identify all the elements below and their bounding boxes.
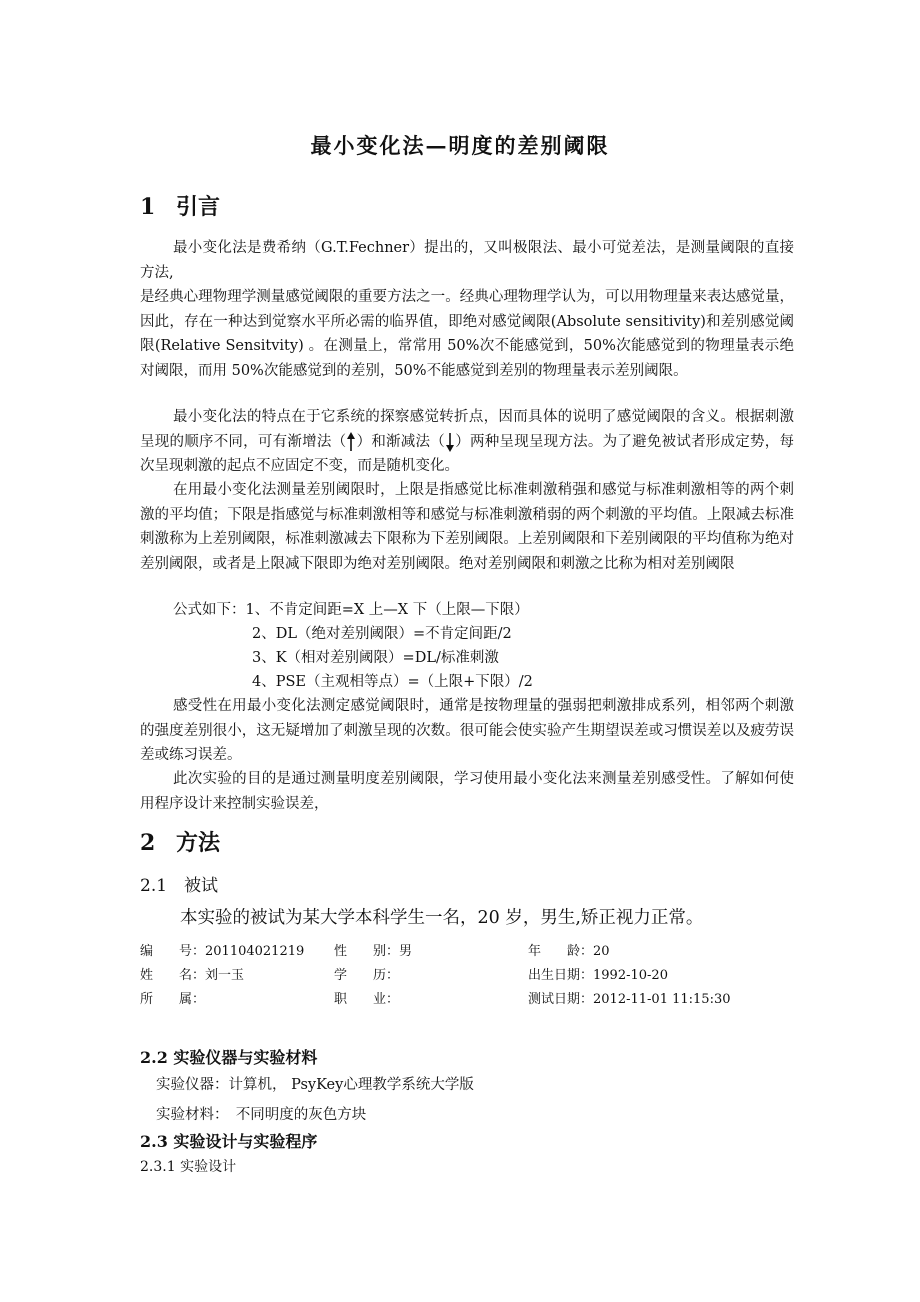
info-label: 职 业： xyxy=(334,992,400,1007)
info-label: 测试日期： xyxy=(528,992,594,1007)
info-value: 男 xyxy=(399,944,413,959)
info-value: 1992-10-20 xyxy=(593,968,668,983)
paragraph-text: 最小变化法的特点在于它系统的探察感觉转折点，因而具体的说明了感觉阈限的含义。根据刺激呈现的顺序不同，可有渐增法（ xyxy=(140,409,794,450)
section-number: 2 xyxy=(140,830,156,856)
material-line: 实验材料： 不同明度的灰色方块 xyxy=(156,1107,367,1123)
section-label: 方法 xyxy=(176,830,221,856)
paragraph-text: ）和渐减法（ xyxy=(356,433,446,450)
info-sex xyxy=(334,940,412,959)
subsection-2-3-1-heading: 2.3.1 实验设计 xyxy=(140,1159,237,1175)
info-occupation xyxy=(334,988,399,1007)
info-value: 201104021219 xyxy=(205,944,305,959)
instrument-line: 实验仪器：计算机， PsyKey心理教学系统大学版 xyxy=(156,1077,474,1093)
info-label: 编 号： xyxy=(140,944,206,959)
info-birth-date xyxy=(528,964,668,983)
intro-paragraph-5: 此次实验的目的是通过测量明度差别阈限，学习使用最小变化法来测量差别感受性。了解如何使用程序设计来控制实验误差， xyxy=(140,771,794,812)
intro-paragraph-1 xyxy=(140,236,794,383)
section-number: 1 xyxy=(140,194,156,220)
info-label: 学 历： xyxy=(334,968,400,983)
info-label: 姓 名： xyxy=(140,968,206,983)
formula-1: 公式如下：1、不肯定间距=X 上—X 下（上限—下限） xyxy=(173,602,529,618)
formula-4: 4、PSE（主观相等点）=（上限+下限）/2 xyxy=(252,674,533,690)
formula-2: 2、DL（绝对差别阈限）=不肯定间距/2 xyxy=(252,626,512,642)
paragraph-text: 是经典心理物理学测量感觉阈限的重要方法之一。经典心理物理学认为，可以用物理量来表达感觉量，因此，存在一种达到觉察水平所必需的临界值，即绝对感觉阈限(Absolute sensitivity)和差别感觉阈限(Relative Sensitvity) 。在测量上，常常用 50%次不能感觉到，50%次能感觉到的物理量表示绝对阈限，而用 50%次能感觉到的差别，50%不能感觉到差别的物理量表示差别阈限。 xyxy=(140,289,794,379)
subject-description: 本实验的被试为某大学本科学生一名，20 岁，男生,矫正视力正常。 xyxy=(180,908,704,928)
down-arrow-icon xyxy=(445,432,455,452)
subsection-2-2-heading: 2.2 实验仪器与实验材料 xyxy=(140,1048,318,1067)
info-affiliation xyxy=(140,988,205,1007)
intro-paragraph-2 xyxy=(140,405,794,479)
paragraph-text: ）两种呈现呈现方法。为了避免被试者形成定势，每次呈现刺激的起点不应固定不变，而是随机变化。 xyxy=(140,433,795,474)
page-title: 最小变化法—明度的差别阈限 xyxy=(310,133,610,158)
formula-3: 3、K（相对差别阈限）=DL/标准刺激 xyxy=(252,650,499,666)
info-value: 20 xyxy=(593,944,610,959)
info-label: 出生日期： xyxy=(528,968,594,983)
info-id xyxy=(140,940,304,959)
section-1-heading xyxy=(140,190,220,221)
up-arrow-icon xyxy=(346,432,356,452)
section-2-heading xyxy=(140,826,220,857)
info-age xyxy=(528,940,610,959)
subsection-2-3-heading: 2.3 实验设计与实验程序 xyxy=(140,1132,318,1151)
paragraph-text: 最小变化法是费希纳（G.T.Fechner）提出的，又叫极限法、最小可觉差法，是测量阈限的直接方法, xyxy=(140,240,794,281)
info-value: 2012-11-01 11:15:30 xyxy=(593,992,731,1007)
info-education xyxy=(334,964,399,983)
info-label: 年 龄： xyxy=(528,944,594,959)
subsection-2-1-heading: 2.1 被试 xyxy=(140,876,219,896)
intro-paragraph-4: 感受性在用最小变化法测定感觉阈限时，通常是按物理量的强弱把刺激排成系列，相邻两个刺激的强度差别很小，这无疑增加了刺激呈现的次数。很可能会使实验产生期望误差或习惯误差以及疲劳误差或练习误差。 xyxy=(140,698,794,763)
info-name xyxy=(140,964,244,983)
info-label: 所 属： xyxy=(140,992,206,1007)
info-label: 性 别： xyxy=(334,944,400,959)
section-label: 引言 xyxy=(176,194,221,220)
info-value: 刘一玉 xyxy=(205,968,245,983)
info-test-date xyxy=(528,988,731,1007)
intro-paragraph-3: 在用最小变化法测量差别阈限时，上限是指感觉比标准刺激稍强和感觉与标准刺激相等的两个刺激的平均值；下限是指感觉与标准刺激相等和感觉与标准刺激稍弱的两个刺激的平均值。上限减去标准刺激称为上差别阈限，标准刺激减去下限称为下差别阈限。上差别阈限和下差别阈限的平均值称为绝对差别阈限，或者是上限减下限即为绝对差别阈限。绝对差别阈限和刺激之比称为相对差别阈限 xyxy=(140,482,794,572)
